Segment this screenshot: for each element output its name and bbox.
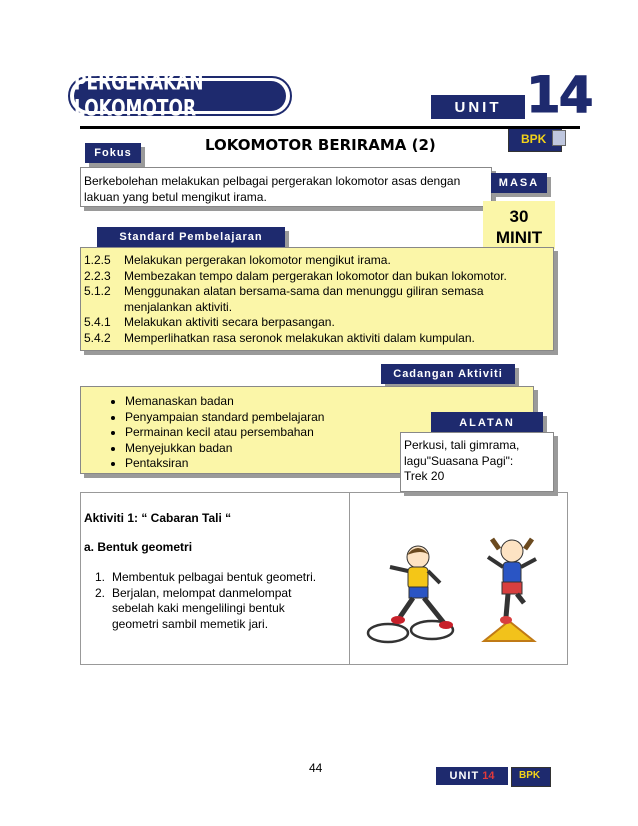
banner-text: PERGERAKAN LOKOMOTOR [74, 70, 204, 122]
boy-shoe [391, 616, 405, 624]
cadangan-item: • Menyejukkan badan [125, 441, 533, 457]
boy-shoe [439, 621, 453, 629]
footer-unit-box [436, 767, 508, 785]
aktiviti-step [84, 570, 346, 586]
standard-item [84, 331, 549, 347]
aktiviti-step-text: Berjalan, melompat danmelompat sebelah kaki mengelilingi bentuk geometri sambil memetik jari. [112, 585, 292, 631]
boy-shirt [408, 567, 428, 589]
alatan-label: ALATAN [431, 412, 543, 434]
girl-head [501, 540, 523, 562]
cadangan-item: • Penyampaian standard pembelajaran [125, 410, 533, 426]
standard-item [84, 315, 549, 331]
cadangan-item: • Memanaskan badan [125, 394, 533, 410]
alatan-box [400, 432, 554, 492]
unit-number-text: 14 [526, 66, 592, 124]
standard-code: 2.2.3 [84, 268, 111, 283]
standard-item [84, 253, 549, 269]
footer-unit-number: 14 [482, 770, 495, 782]
page-number: 44 [309, 761, 323, 775]
unit-label: UNIT [454, 98, 502, 116]
boy-arm [428, 571, 440, 583]
cadangan-item: • Permainan kecil atau persembahan [125, 425, 533, 441]
footer-bpk-text: BPK [519, 770, 541, 781]
girl-arm [488, 557, 503, 567]
standard-code: 5.4.1 [84, 315, 111, 330]
standard-code: 1.2.5 [84, 253, 111, 267]
girl-leg [506, 594, 508, 617]
boy-arm [390, 567, 408, 571]
boy-leg [424, 598, 444, 623]
footer-bpk-logo [511, 767, 551, 787]
girl-leg [517, 594, 524, 603]
standard-code: 5.4.2 [84, 330, 111, 345]
standard-label: Standard Pembelajaran [97, 227, 285, 247]
aktiviti-step [84, 586, 346, 633]
boy-shorts [409, 587, 428, 598]
header-rule [80, 126, 580, 129]
bpk-logo-square [552, 130, 566, 146]
masa-value-number: 30 [509, 207, 529, 226]
masa-label: MASA [491, 173, 547, 193]
standard-item [84, 269, 549, 285]
alatan-line: Perkusi, tali gimrama, [404, 438, 520, 452]
page-title: LOKOMOTOR BERIRAMA (2) [205, 136, 436, 154]
girl-arm [521, 559, 536, 567]
girl-shoe [500, 616, 512, 624]
footer-unit-label: UNIT [449, 770, 480, 782]
standard-box [80, 247, 554, 351]
standard-item [84, 284, 549, 315]
banner-pergerakan-lokomotor [68, 70, 292, 122]
aktiviti-step-num: 2. [94, 585, 105, 600]
girl-skirt [502, 582, 522, 594]
girl-shirt [503, 562, 521, 584]
fokus-text: Berkebolehan melakukan pelbagai pergerakan lokomotor asas dengan lakuan yang betul mengikut irama. [84, 174, 461, 204]
masa-value-unit: MINIT [495, 228, 543, 247]
standard-text: Memperlihatkan rasa seronok melakukan aktiviti dalam kumpulan. [124, 330, 475, 345]
bpk-logo-text: BPK [521, 132, 547, 146]
alatan-line: Trek 20 [404, 469, 445, 483]
cadangan-item: • Pentaksiran [125, 456, 533, 472]
aktiviti-text-cell [84, 511, 346, 632]
standard-code: 5.1.2 [84, 284, 111, 299]
children-hopscotch-illustration [366, 537, 546, 649]
standard-text: Melakukan pergerakan lokomotor mengikut irama. [124, 253, 391, 267]
standard-text: Menggunakan alatan bersama-sama dan menunggu giliran semasa menjalankan aktiviti. [124, 284, 484, 314]
aktiviti-title: Aktiviti 1: “ Cabaran Tali “ [84, 511, 232, 525]
fokus-box [80, 167, 492, 207]
standard-text: Melakukan aktiviti secara berpasangan. [124, 315, 335, 330]
masa-value [483, 201, 555, 249]
unit-number [526, 64, 592, 126]
aktiviti-step-text: Membentuk pelbagai bentuk geometri. [112, 570, 317, 584]
cadangan-label: Cadangan Aktiviti [381, 364, 515, 384]
aktiviti-step-num: 1. [94, 570, 105, 584]
aktiviti-table [80, 492, 568, 665]
aktiviti-subtitle: a. Bentuk geometri [84, 540, 193, 554]
fokus-label: Fokus [85, 143, 141, 163]
boy-leg [400, 598, 413, 617]
standard-text: Membezakan tempo dalam pergerakan lokomotor dan bukan lokomotor. [124, 268, 507, 283]
unit-label-box [431, 95, 525, 119]
triangle-shape [484, 621, 534, 641]
hoop-shape [368, 624, 408, 642]
aktiviti-divider [349, 493, 350, 664]
alatan-line: lagu"Suasana Pagi": [404, 453, 514, 468]
